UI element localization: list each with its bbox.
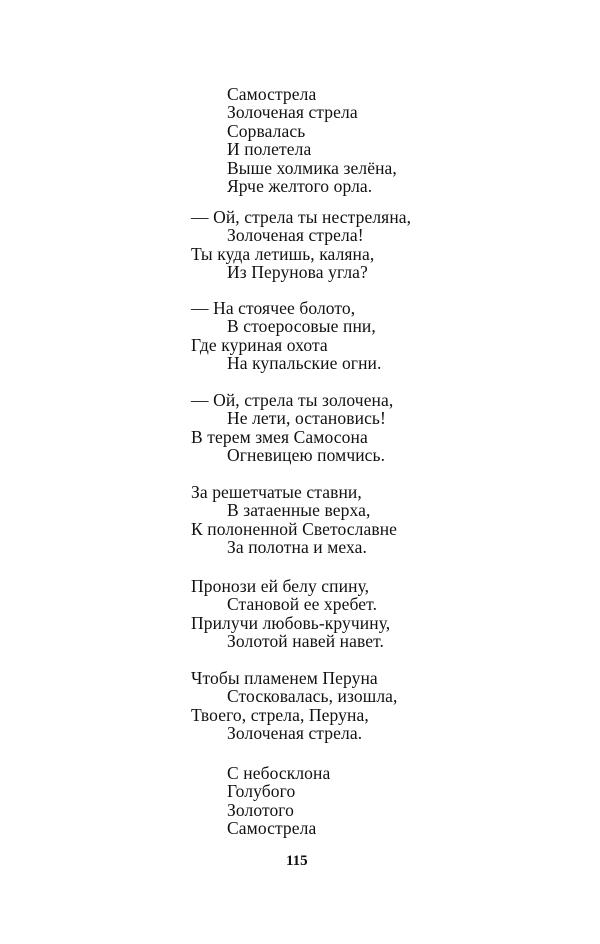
poem-line: Где куриная охота (191, 334, 328, 355)
page-number: 115 (286, 853, 308, 869)
poem-line: Золотой навей навет. (227, 631, 385, 652)
poem-line: Ярче желтого орла. (227, 176, 373, 196)
poem-line: Золоченая стрела. (227, 723, 363, 744)
poem-line: Прилучи любовь-кручину, (191, 612, 391, 633)
poem-line: В стоеросовые пни, (227, 316, 376, 337)
poem-line: С небосклона (227, 763, 331, 783)
poem-line: За полотна и меха. (227, 537, 368, 558)
poem-line: Становой ее хребет. (227, 594, 378, 615)
poem-line: Самострела (227, 84, 317, 104)
poem-line: Пронози ей белу спину, (191, 576, 370, 596)
poem-line: В затаенные верха, (227, 500, 371, 521)
poem-line: Твоего, стрела, Перуна, (191, 704, 369, 725)
poem-line: — Ой, стрела ты нестреляна, (191, 207, 412, 227)
poem-line: За решетчатые ставни, (191, 482, 362, 502)
poem-line: Золоченая стрела (227, 102, 358, 123)
poem-line: — Ой, стрела ты золочена, (191, 390, 394, 410)
poem-line: — На стоячее болото, (191, 298, 356, 318)
poem-line: Золоченая стрела! (227, 225, 364, 246)
poem-line: Не лети, остановись! (227, 408, 386, 429)
poem-line: Из Перунова угла? (227, 262, 368, 283)
poem-line: Стосковалась, изошла, (227, 686, 398, 707)
poem-line: В терем змея Самосона (191, 426, 368, 447)
poem-line: Огневицею помчись. (227, 445, 386, 466)
poem-line: Сорвалась (227, 120, 306, 141)
poem-line: Выше холмика зелёна, (227, 157, 397, 178)
poem-line: Чтобы пламенем Перуна (191, 668, 378, 688)
poem-line: Ты куда летишь, каляна, (191, 243, 375, 264)
poem-line: И полетела (227, 139, 312, 160)
poem-line: Золотого (227, 799, 294, 820)
poem-line: На купальские огни. (227, 353, 382, 374)
poem-line: К полоненной Светославне (191, 518, 398, 539)
poem-line: Самострела (227, 818, 317, 839)
poem-line: Голубого (227, 781, 296, 802)
